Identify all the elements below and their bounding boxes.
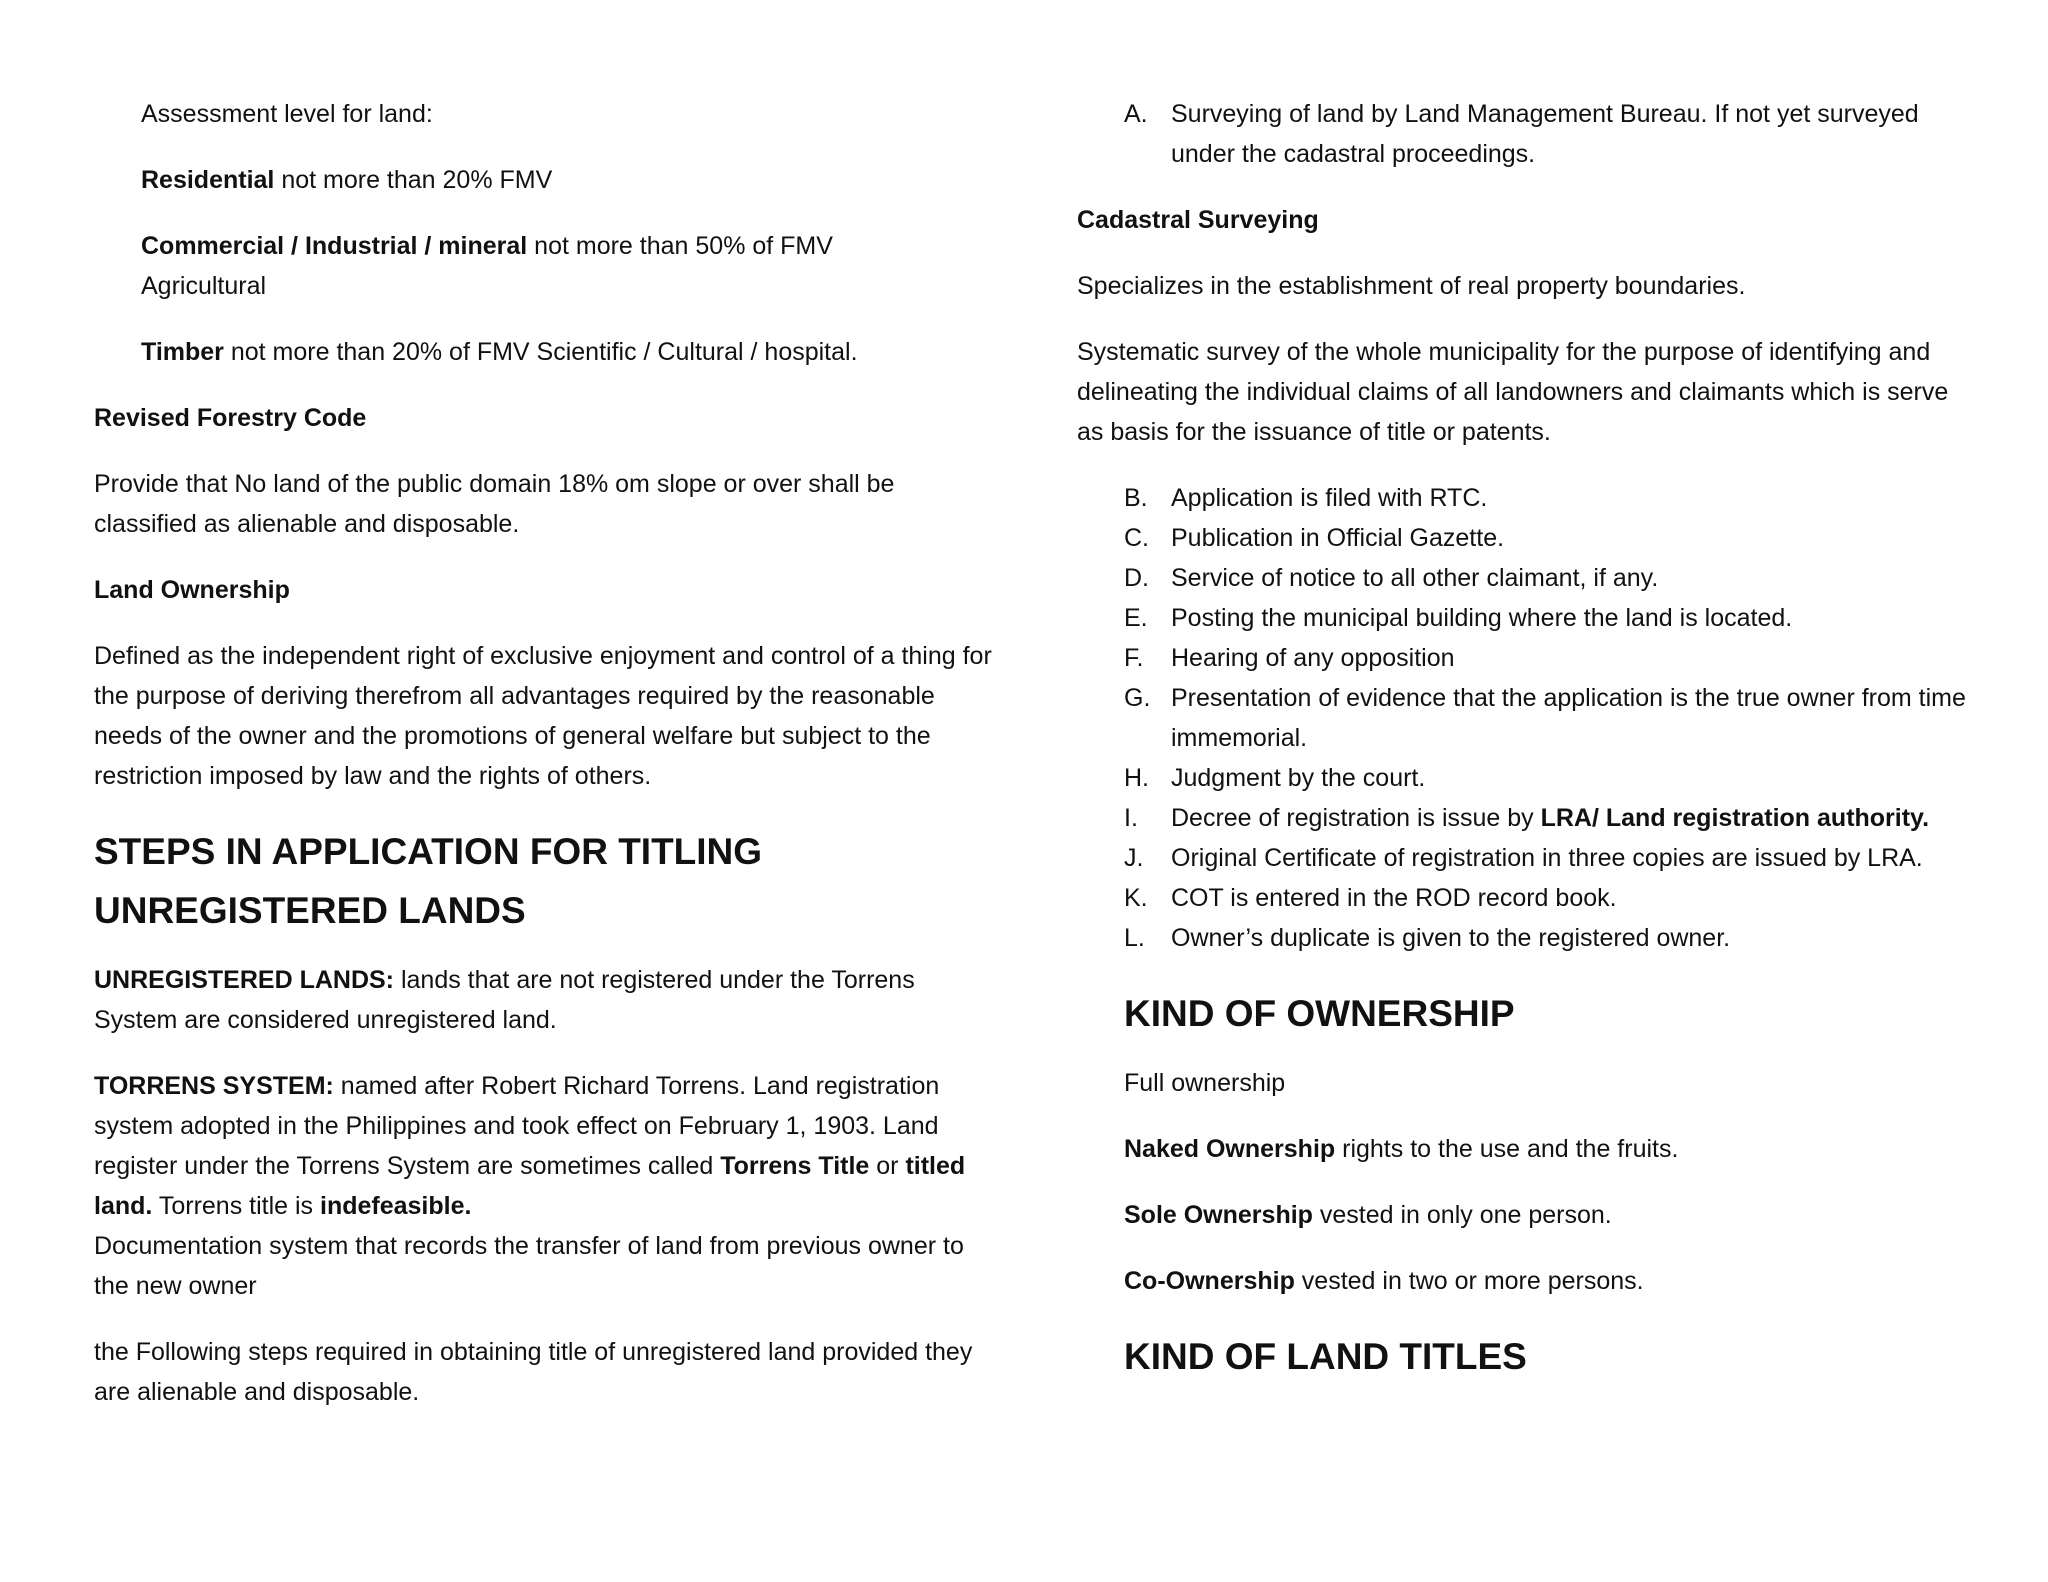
ownership-heading: Land Ownership: [94, 576, 290, 604]
full-ownership: Full ownership: [1124, 1069, 1286, 1097]
step-text: Service of notice to all other claimant, if any.: [1171, 564, 1659, 592]
timber-text: not more than 20% of FMV Scientific / Cultural / hospital.: [223, 338, 858, 366]
naked-ownership: [1124, 1129, 1977, 1169]
torrens-text: named after Robert Richard Torrens. Land registration system adopted in the Philippines and took effect on February 1, 1903. Land register under the Torrens System are sometimes called: [94, 1072, 940, 1180]
titled-land-term: titled land.: [94, 1152, 966, 1220]
step-letter: E.: [1124, 604, 1148, 632]
cadastral-text-1: Specializes in the establishment of real property boundaries.: [1077, 272, 1746, 300]
following-text: the Following steps required in obtaining title of unregistered land provided they are alienable and disposable.: [94, 1338, 973, 1406]
list-item: [1077, 94, 1977, 174]
step-text: Posting the municipal building where the land is located.: [1171, 604, 1793, 632]
commercial-line: [94, 226, 994, 306]
co-ownership: [1124, 1261, 1977, 1301]
step-letter: A.: [1124, 100, 1148, 128]
step-letter: C.: [1124, 524, 1149, 552]
step-text: Hearing of any opposition: [1171, 644, 1455, 672]
torrens-or: or: [869, 1152, 906, 1180]
step-letter: K.: [1124, 884, 1148, 912]
step-letter: I.: [1124, 804, 1138, 832]
step-letter: L.: [1124, 924, 1145, 952]
step-text: Application is filed with RTC.: [1171, 484, 1488, 512]
agricultural-text: Agricultural: [141, 272, 267, 300]
list-item: [1077, 878, 1977, 918]
right-column: [1077, 94, 1977, 1406]
list-item: [1077, 918, 1977, 958]
step-text: Publication in Official Gazette.: [1171, 524, 1505, 552]
torrens-is: Torrens title is: [152, 1192, 320, 1220]
steps-heading: STEPS IN APPLICATION FOR TITLING UNREGISTERED LANDS: [94, 831, 763, 931]
co-label: Co-Ownership: [1124, 1267, 1295, 1295]
forestry-heading: Revised Forestry Code: [94, 404, 367, 432]
indefeasible-term: indefeasible.: [320, 1192, 472, 1220]
list-item: [1077, 798, 1977, 838]
unregistered-label: UNREGISTERED LANDS:: [94, 966, 395, 994]
step-letter: D.: [1124, 564, 1149, 592]
step-bold-text: LRA/ Land registration authority.: [1540, 804, 1930, 832]
list-item: [1077, 518, 1977, 558]
step-text: Judgment by the court.: [1171, 764, 1426, 792]
step-text: Presentation of evidence that the application is the true owner from time immemorial.: [1171, 684, 1966, 752]
step-letter: B.: [1124, 484, 1148, 512]
timber-label: Timber: [141, 338, 224, 366]
commercial-text: not more than 50% of FMV: [527, 232, 833, 260]
list-item: [1077, 638, 1977, 678]
step-text: Decree of registration is issue by: [1171, 804, 1541, 832]
step-letter: G.: [1124, 684, 1151, 712]
step-letter: F.: [1124, 644, 1144, 672]
list-item: [1077, 598, 1977, 638]
unregistered-paragraph: [94, 960, 994, 1040]
unregistered-text: lands that are not registered under the Torrens System are considered unregistered land.: [94, 966, 915, 1034]
sole-label: Sole Ownership: [1124, 1201, 1313, 1229]
residential-text: not more than 20% FMV: [274, 166, 553, 194]
co-text: vested in two or more persons.: [1294, 1267, 1644, 1295]
step-text: Surveying of land by Land Management Bureau. If not yet surveyed under the cadastral proceedings.: [1171, 100, 1919, 168]
torrens-paragraph: [94, 1066, 994, 1306]
residential-line: [94, 160, 994, 200]
kind-titles-heading: KIND OF LAND TITLES: [1124, 1336, 1527, 1377]
step-text: Original Certificate of registration in three copies are issued by LRA.: [1171, 844, 1923, 872]
step-list: [1077, 478, 1977, 958]
sole-ownership: [1124, 1195, 1977, 1235]
step-letter: J.: [1124, 844, 1144, 872]
list-item: [1077, 838, 1977, 878]
list-item: [1077, 478, 1977, 518]
sole-text: vested in only one person.: [1312, 1201, 1612, 1229]
step-text-compound: [1171, 798, 1977, 838]
ownership-text: Defined as the independent right of exclusive enjoyment and control of a thing for the purpose of deriving therefrom all advantages required by the reasonable needs of the owner and the promotions of general welfare but subject to the restriction imposed by law and the rights of others.: [94, 642, 992, 790]
naked-text: rights to the use and the fruits.: [1335, 1135, 1679, 1163]
assessment-intro: Assessment level for land:: [141, 100, 433, 128]
residential-label: Residential: [141, 166, 275, 194]
step-list-a: [1077, 94, 1977, 174]
torrens-label: TORRENS SYSTEM:: [94, 1072, 334, 1100]
list-item: [1077, 558, 1977, 598]
documentation-text: Documentation system that records the transfer of land from previous owner to the new owner: [94, 1232, 964, 1300]
kind-ownership-heading: KIND OF OWNERSHIP: [1124, 993, 1515, 1034]
step-letter: H.: [1124, 764, 1149, 792]
forestry-text: Provide that No land of the public domain 18% om slope or over shall be classified as alienable and disposable.: [94, 470, 895, 538]
list-item: [1077, 678, 1977, 758]
cadastral-text-2: Systematic survey of the whole municipality for the purpose of identifying and delineating the individual claims of all landowners and claimants which is serve as basis for the issuance of title or patents.: [1077, 338, 1949, 446]
cadastral-heading: Cadastral Surveying: [1077, 206, 1319, 234]
step-text: COT is entered in the ROD record book.: [1171, 884, 1617, 912]
torrens-title-term: Torrens Title: [720, 1152, 870, 1180]
timber-line: [94, 332, 994, 372]
left-column: [94, 94, 994, 1438]
commercial-label: Commercial / Industrial / mineral: [141, 232, 528, 260]
naked-label: Naked Ownership: [1124, 1135, 1336, 1163]
step-text: Owner’s duplicate is given to the registered owner.: [1171, 924, 1731, 952]
list-item: [1077, 758, 1977, 798]
